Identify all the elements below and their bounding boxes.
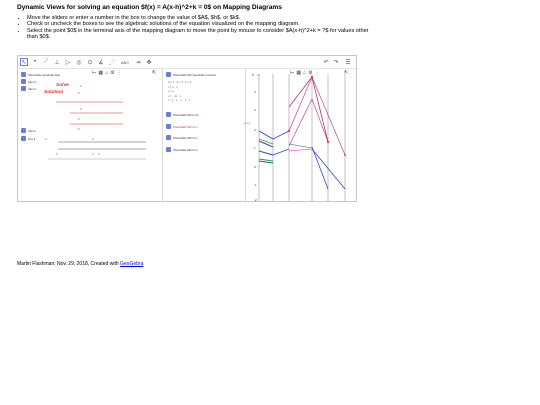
undo-icon[interactable]: ↶ — [323, 59, 329, 66]
circle-icon[interactable]: ◎ — [76, 59, 82, 66]
axes-icon[interactable]: ⊢ — [290, 70, 295, 76]
svg-text:4: 4 — [254, 90, 256, 94]
gear-icon[interactable]: ⚙ — [308, 70, 313, 76]
axis-label: y = x — [244, 121, 250, 125]
grid-icon[interactable]: ▦ — [98, 70, 104, 76]
applet-toolbar — [18, 56, 356, 69]
md-k-label: Show/Hide MD for k — [173, 148, 198, 152]
red-value: x — [45, 137, 47, 141]
pane-toggle-icon[interactable]: ⇱ — [344, 70, 349, 76]
blue-arrow — [273, 131, 289, 139]
menu-icon[interactable]: ☰ — [345, 59, 351, 66]
red-value: x — [78, 117, 80, 121]
middle-graphics-pane[interactable] — [163, 69, 246, 202]
home-icon[interactable]: ⌂ — [105, 70, 109, 76]
svg-text:0: 0 — [254, 165, 256, 169]
svg-text:1: 1 — [254, 146, 256, 150]
slider-icon[interactable]: ⇥ — [135, 59, 141, 66]
line-icon[interactable]: ⟋ — [43, 58, 49, 65]
md-r-label: Show/Hide MD for R — [173, 113, 199, 117]
red-value: x — [80, 84, 82, 88]
mapping-diagram-canvas — [246, 69, 356, 202]
angle-icon[interactable]: ∡ — [98, 59, 104, 66]
md-r-checkbox[interactable] — [166, 112, 171, 117]
tick-labels — [254, 90, 257, 202]
red-point — [311, 76, 313, 78]
blue-arrow — [312, 147, 328, 189]
red-mapping-line — [289, 77, 328, 142]
alter-k-checkbox[interactable] — [21, 128, 26, 133]
solution-label: Solution — [44, 90, 64, 95]
red-point — [344, 154, 346, 156]
alter-x-checkbox[interactable] — [21, 136, 26, 141]
svg-text:-2: -2 — [254, 198, 257, 202]
axes-icon[interactable]: ⊢ — [92, 70, 97, 76]
alter-k-label: Alter k — [28, 129, 36, 133]
md-k-checkbox[interactable] — [166, 147, 171, 152]
md-x-checkbox[interactable] — [166, 124, 171, 129]
red-mapping-line — [289, 77, 345, 155]
red-value: x — [80, 107, 82, 111]
green-arrow — [259, 159, 273, 161]
red-mapping-line — [289, 99, 328, 146]
polygon-icon[interactable]: ▷ — [65, 59, 71, 66]
geogebra-applet[interactable] — [17, 55, 357, 202]
red-value: x — [78, 91, 80, 95]
ellipse-icon[interactable]: ⊙ — [87, 59, 93, 66]
instruction-item: • Check or uncheck the boxes to see the algebraic solutions of the equation visualized on the mapping diagram. — [27, 21, 372, 27]
grid-icon[interactable]: ▦ — [296, 70, 302, 76]
blue-arrow — [259, 151, 273, 155]
geogebra-link[interactable]: GeoGebra — [120, 261, 144, 267]
mapping-header: k x — [252, 72, 260, 77]
red-point — [327, 141, 329, 143]
pane-toggle-icon[interactable]: ⇱ — [152, 70, 157, 76]
axes-group — [259, 74, 345, 201]
blue-arrow — [312, 149, 345, 189]
green-value: x — [98, 152, 100, 156]
show-md-checkbox[interactable] — [166, 72, 171, 77]
red-value: x — [92, 137, 94, 141]
left-graphics-pane[interactable] — [18, 69, 163, 202]
svg-text:-1: -1 — [254, 183, 257, 187]
instruction-item: • Move the sliders or enter a number in the box to change the value of $A$, $h$, or $k$. — [27, 15, 372, 21]
md-x2-label: Show/Hide MD for x — [173, 136, 198, 140]
page-footer — [17, 261, 143, 267]
move-view-icon[interactable]: ✥ — [146, 59, 152, 66]
green-value: x — [92, 152, 94, 156]
red-value: x — [78, 127, 80, 131]
red-point — [288, 130, 290, 132]
svg-text:3: 3 — [254, 108, 256, 112]
blue-arrow — [259, 131, 273, 139]
show-md-label: Show/Hide MD Quadratic Function — [173, 73, 217, 77]
show-quadratic-label: Show/Hide Quadratic Eqn — [28, 73, 61, 77]
pink-arrow — [289, 149, 312, 151]
text-tool-button[interactable]: ABC — [120, 59, 130, 65]
alter-a-label: Alter A — [28, 80, 37, 84]
footer-text: Martin Flashman; Nov. 29, 2018, Created with — [17, 261, 121, 267]
alter-x-label: xlev 3 — [28, 137, 36, 141]
page-title: Dynamic Views for solving an equation $f(x) = A(x-h)^2+k = 0$ on Mapping Diagrams — [17, 4, 282, 11]
reflect-icon[interactable]: ⋰ — [109, 59, 115, 66]
equation-block: a = 1 a = 1 x = 4 x = y x x = x x = 4x x r = y x x x x — [168, 80, 192, 102]
point-icon[interactable]: • — [33, 59, 37, 65]
solve-label: Solve — [56, 83, 69, 88]
gear-icon[interactable]: ⚙ — [110, 70, 115, 76]
left-graphics-canvas — [18, 69, 163, 202]
move-icon[interactable]: ↖ — [21, 59, 27, 66]
more-icon[interactable]: ⋮ — [116, 70, 122, 76]
mapping-diagram-pane[interactable] — [246, 69, 356, 202]
svg-text:2: 2 — [254, 128, 256, 132]
redo-icon[interactable]: ↷ — [333, 59, 339, 66]
blue-arrow — [289, 144, 312, 148]
instructions-list — [27, 15, 372, 41]
instruction-item: • Select the point $0$ in the terminal axis of the mapping diagram to move the point by mouse to consider $A(x-h)^2+k = ?$ for values other than $0$. — [27, 28, 372, 41]
home-icon[interactable]: ⌂ — [303, 70, 307, 76]
more-icon[interactable]: ⋮ — [314, 70, 320, 76]
md-x2-checkbox[interactable] — [166, 135, 171, 140]
md-x-label: Show/Hide MD for x — [173, 125, 198, 129]
blue-arrow — [273, 149, 289, 155]
alter-h-label: Alter h — [28, 87, 37, 91]
perpendicular-icon[interactable]: ⊥ — [54, 59, 60, 66]
green-value: x — [56, 152, 58, 156]
blue-arrow — [259, 161, 273, 163]
